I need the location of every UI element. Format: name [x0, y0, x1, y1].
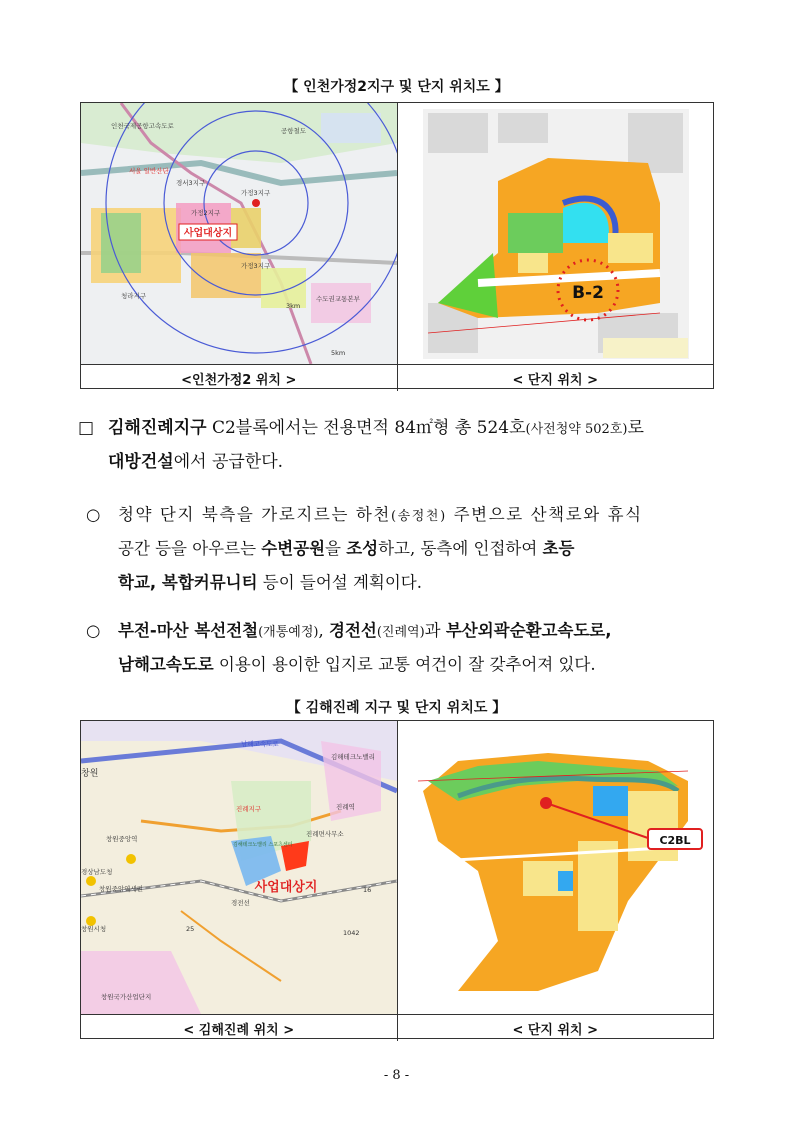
map-label: 진례면사무소 [306, 830, 344, 838]
item1-bullet: ○ [86, 505, 101, 524]
item2-paragraph [0, 614, 793, 684]
figure2-right-caption: < 단지 위치 > [397, 1015, 714, 1041]
map-label: 남해고속도로 [241, 740, 279, 748]
map-label: 경전선 [231, 899, 250, 907]
figure1-right-caption: < 단지 위치 > [397, 365, 714, 391]
item1-highlight: 학교, 복합커뮤니티 [118, 573, 258, 592]
section-paragraph [0, 412, 793, 482]
figure2-left-caption: < 김해진례 위치 > [183, 1022, 295, 1038]
item2-text: 과 [424, 621, 446, 640]
item1-text: 을 [325, 539, 347, 558]
map-label: 창원 [81, 769, 99, 779]
item2-highlight: 부산외곽순환고속도로, [445, 621, 612, 640]
map-label: 창원중앙역 [106, 835, 138, 843]
map-label: 가정3지구 [241, 189, 271, 197]
gimhae-location-map [81, 721, 397, 1014]
gimhae-project-label: 사업대상지 [254, 880, 318, 895]
map-label: 16 [363, 886, 372, 894]
map-label: 5km [331, 349, 346, 357]
figure2 [80, 720, 714, 1039]
page-number: - 8 - [383, 1068, 410, 1083]
map-label: 수도권교통본부 [316, 295, 360, 303]
map-label: 창원시청 [81, 925, 107, 933]
map-label: 청라지구 [121, 292, 147, 300]
item1-note: (송정천) [390, 509, 447, 524]
section-highlight: 대방건설 [108, 452, 174, 472]
figure1-left-caption: <인천가정2 위치 > [181, 372, 297, 388]
map-label: 김해테크노밸리 [331, 753, 375, 761]
gimhae-complex-map [397, 721, 714, 1014]
section-note: (사전청약 502호) [525, 422, 628, 437]
figure2-title: 【 김해진례 지구 및 단지 위치도 】 [286, 700, 507, 716]
map-label: 경상남도청 [81, 868, 113, 876]
map-label: 인천국제공항고속도로 [111, 122, 174, 130]
section-text: 로 [627, 418, 644, 438]
map-label: 1042 [343, 929, 360, 937]
item1-text: 청약 단지 북측을 가로지르는 하천 [118, 505, 391, 524]
map-label: 25 [186, 925, 195, 933]
figure1-title: 【 인천가정2지구 및 단지 위치도 】 [284, 79, 509, 95]
item2-highlight: 경전선 [329, 621, 377, 640]
item2-highlight: 부전-마산 복선전철 [118, 621, 259, 640]
map-label: 경서3지구 [176, 179, 206, 187]
item1-text: 하고, 동측에 인접하여 [378, 539, 543, 558]
item1-highlight: 조성 [346, 539, 379, 558]
item2-note: (진례역) [376, 625, 425, 640]
item2-bullet: ○ [86, 621, 101, 640]
item1-text: 주변으로 산책로와 휴식 [446, 505, 643, 524]
item2-text: , [318, 621, 329, 640]
section-text: 에서 공급한다. [173, 452, 284, 472]
incheon-location-map [81, 103, 397, 364]
section-highlight: 김해진례지구 [108, 418, 207, 438]
item2-text: 이용이 용이한 입지로 교통 여건이 잘 갖추어져 있다. [213, 655, 596, 674]
section-bullet: □ [78, 418, 95, 438]
item1-highlight: 수변공원 [261, 539, 326, 558]
map-label: 창원중앙역세권 [99, 885, 143, 893]
item1-text: 공간 등을 아우르는 [118, 539, 262, 558]
map-label: 서울 일반산단 [129, 167, 169, 175]
item1-highlight: 초등 [542, 539, 575, 558]
map-label: 창원국가산업단지 [101, 993, 152, 1001]
item2-highlight: 남해고속도로 [118, 655, 214, 674]
item1-paragraph [0, 498, 793, 598]
item1-text: 등이 들어설 계획이다. [257, 573, 422, 592]
map-label: 김해테크노밸리 스포츠센터 [233, 842, 293, 848]
map-label: 진례역 [336, 803, 355, 811]
figure1 [80, 102, 714, 389]
map-label: 가정3지구 [241, 262, 271, 270]
map-label: 진례지구 [236, 805, 262, 813]
item2-note: (개통예정) [258, 625, 319, 640]
incheon-project-label: 사업대상지 [183, 228, 233, 239]
incheon-complex-map [397, 103, 714, 364]
map-label: 가정2지구 [191, 209, 221, 217]
map-label: 공항철도 [281, 127, 307, 135]
b2-block-label: B-2 [571, 283, 604, 303]
c2bl-block-label: C2BL [658, 834, 691, 847]
map-label: 3km [286, 302, 301, 310]
section-text: C2블록에서는 전용면적 84㎡형 총 524호 [206, 418, 526, 438]
